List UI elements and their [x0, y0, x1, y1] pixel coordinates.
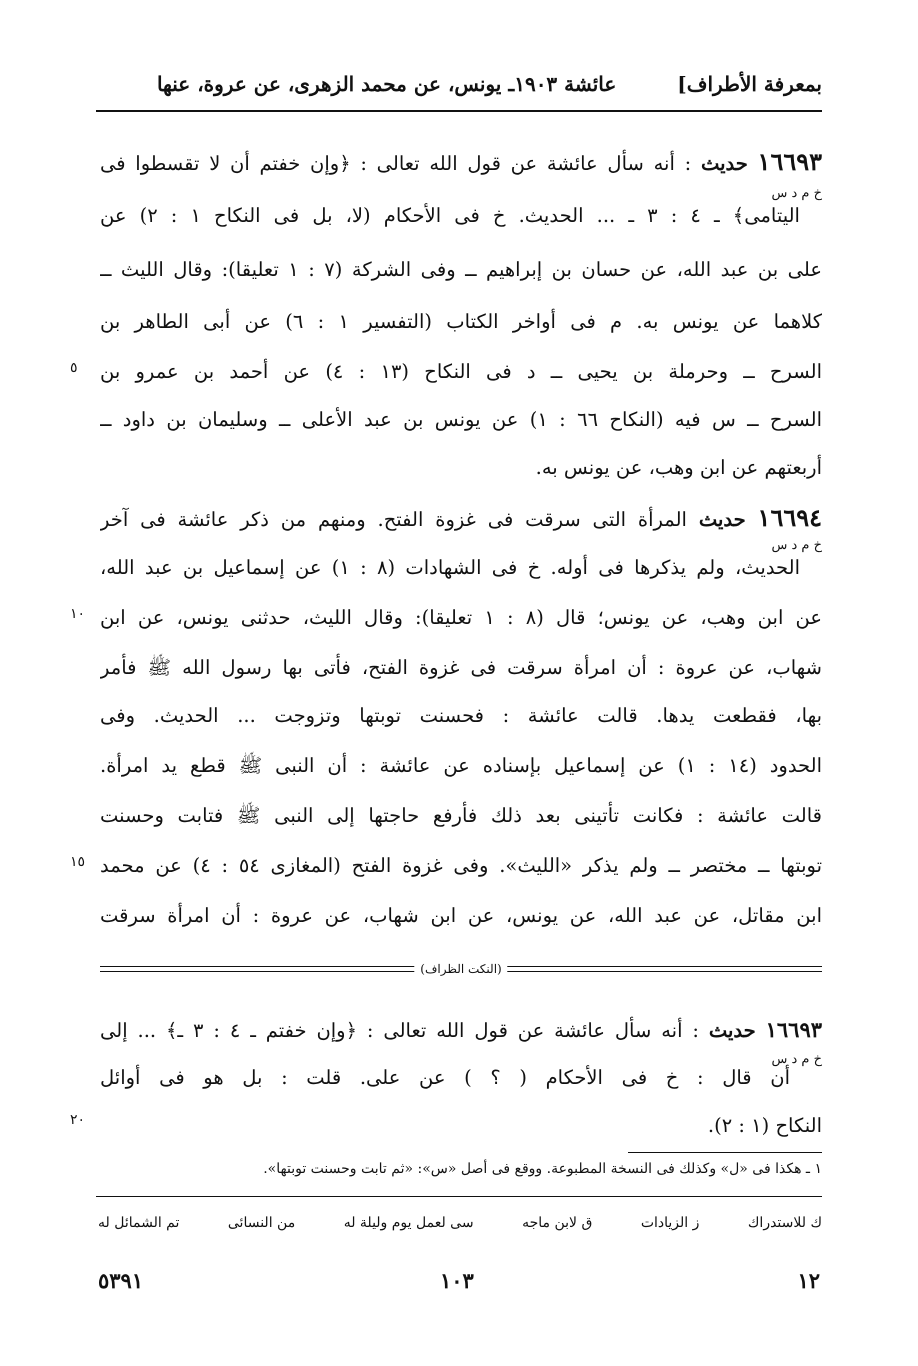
line-text: توبتها ــ مختصر ــ ولم يذكر «الليث». وفى غزوة الفتح (المغازى ٥٤ : ٤) عن محمد — [100, 854, 822, 877]
sigla: خ م د س — [771, 186, 822, 201]
legend-item: ق لابن ماجه — [522, 1215, 593, 1231]
text-line — [100, 400, 822, 440]
line-text: أربعتهم عن ابن وهب، عن يونس به. — [535, 456, 822, 479]
line-text: شهاب، عن عروة : أن امرأة سرقت فى غزوة الفتح، فأتى بها رسول الله ﷺ فأمر — [100, 656, 822, 679]
text-line — [100, 896, 822, 936]
hadith-keyword: حديث — [698, 508, 746, 531]
text-line — [100, 1010, 822, 1050]
text-line — [100, 846, 822, 886]
sigla-legend — [98, 1208, 822, 1238]
header-book-title: بمعرفة الأطراف] — [677, 72, 822, 96]
hadith-number: ١٦٦٩٣ — [757, 147, 822, 176]
hadith-keyword: حديث — [700, 152, 748, 175]
line-text: الحديث، ولم يذكرها فى أوله. خ فى الشهادات (٨ : ١) عن إسماعيل بن عبد الله، — [100, 556, 800, 579]
line-text: أن قال : خ فى الأحكام ( ؟ ) عن على. قلت : بل هو فى أوائل — [100, 1066, 790, 1089]
line-text: ابن مقاتل، عن عبد الله، عن يونس، عن ابن شهاب، عن عروة : أن امرأة سرقت — [100, 904, 822, 927]
page-number: ١٠٣ — [440, 1268, 474, 1293]
line-text: السرح ــ وحرملة بن يحيى ــ د فى النكاح (١٣ : ٤) عن أحمد بن عمرو بن — [100, 360, 822, 383]
line-text: : أنه سأل عائشة عن قول الله تعالى : ﴿وإن خفتم أن لا تقسطوا فى — [100, 152, 692, 175]
text-line — [100, 302, 822, 342]
text-line — [100, 746, 822, 786]
text-line — [100, 648, 822, 688]
text-line — [100, 448, 822, 488]
line-text: الحدود (١٤ : ١) عن إسماعيل بإسناده عن عائشة : أن النبى ﷺ قطع يد امرأة. — [100, 754, 822, 777]
text-line — [100, 598, 822, 638]
line-text: عن ابن وهب، عن يونس؛ قال (٨ : ١ تعليقا): وقال الليث، حدثنى يونس، عن ابن — [100, 606, 822, 629]
line-number: ٢٠ — [70, 1112, 86, 1128]
text-line — [100, 796, 822, 836]
text-line — [100, 352, 822, 392]
text-line — [100, 696, 822, 736]
sequence-number: ٥٣٩١ — [98, 1268, 144, 1293]
header-rule — [96, 110, 822, 112]
hadith-number: ١٦٦٩٤ — [757, 503, 822, 532]
sigla: خ م د س — [771, 538, 822, 553]
text-line — [100, 1106, 822, 1146]
volume-number: ١٢ — [797, 1268, 820, 1293]
line-text: على بن عبد الله، عن حسان بن إبراهيم ــ وفى الشركة (٧ : ١ تعليقا): وقال الليث ــ — [100, 258, 822, 281]
legend-item: من النسائى — [227, 1215, 296, 1231]
footnote-rule — [628, 1152, 822, 1153]
line-number: ٥ — [70, 360, 78, 376]
line-number: ١٥ — [70, 854, 86, 870]
hadith-number: ١٦٦٩٣ — [765, 1017, 822, 1042]
sigla: خ م د س — [771, 1052, 822, 1067]
legend-item: سى لعمل يوم وليلة له — [343, 1215, 474, 1231]
line-text: النكاح (١ : ٢). — [707, 1114, 822, 1137]
line-text: بها، فقطعت يدها. قالت عائشة : فحسنت توبتها وتزوجت ... الحديث. وفى — [100, 704, 822, 727]
legend-item: ز الزيادات — [640, 1215, 700, 1231]
hadith-keyword: حديث — [708, 1019, 756, 1042]
line-text: كلاهما عن يونس به. م فى أواخر الكتاب (التفسير ١ : ٦) عن أبى الطاهر بن — [100, 310, 822, 333]
footnote: ١ ـ هكذا فى «ل» وكذلك فى النسخة المطبوعة. ووقع فى أصل «س»: «ثم تابت وحسنت توبتها». — [263, 1161, 822, 1177]
text-line — [100, 196, 800, 236]
line-text: اليتامى﴾ ـ ٤ : ٣ ـ ... الحديث. خ فى الأحكام (لا، بل فى النكاح ١ : ٢) عن — [100, 204, 800, 227]
section-divider — [100, 960, 822, 980]
divider-label: (النكت الظراف) — [414, 960, 507, 978]
text-line — [100, 142, 822, 182]
legend-item: ك للاستدراك — [747, 1215, 822, 1231]
header-chain: عائشة ١٩٠٣ـ يونس، عن محمد الزهرى، عن عروة، عنها — [156, 72, 617, 96]
legend-rule — [96, 1196, 822, 1197]
line-text: السرح ــ س فيه (النكاح ٦٦ : ١) عن يونس بن عبد الأعلى ــ وسليمان بن داود ــ — [100, 408, 822, 431]
line-text: : أنه سأل عائشة عن قول الله تعالى : ﴿وإن خفتم ـ ٤ : ٣ ـ﴾ ... إلى — [100, 1019, 699, 1042]
text-line — [100, 498, 822, 538]
line-number: ١٠ — [70, 606, 86, 622]
line-text: المرأة التى سرقت فى غزوة الفتح. ومنهم من ذكر عائشة فى آخر — [100, 508, 687, 531]
running-header — [96, 66, 822, 102]
text-line — [100, 548, 800, 588]
line-text: قالت عائشة : فكانت تأتينى بعد ذلك فأرفع حاجتها إلى النبى ﷺ فتابت وحسنت — [100, 804, 822, 827]
text-line — [100, 1058, 790, 1098]
text-line — [100, 250, 822, 290]
legend-item: تم الشمائل له — [98, 1215, 180, 1231]
